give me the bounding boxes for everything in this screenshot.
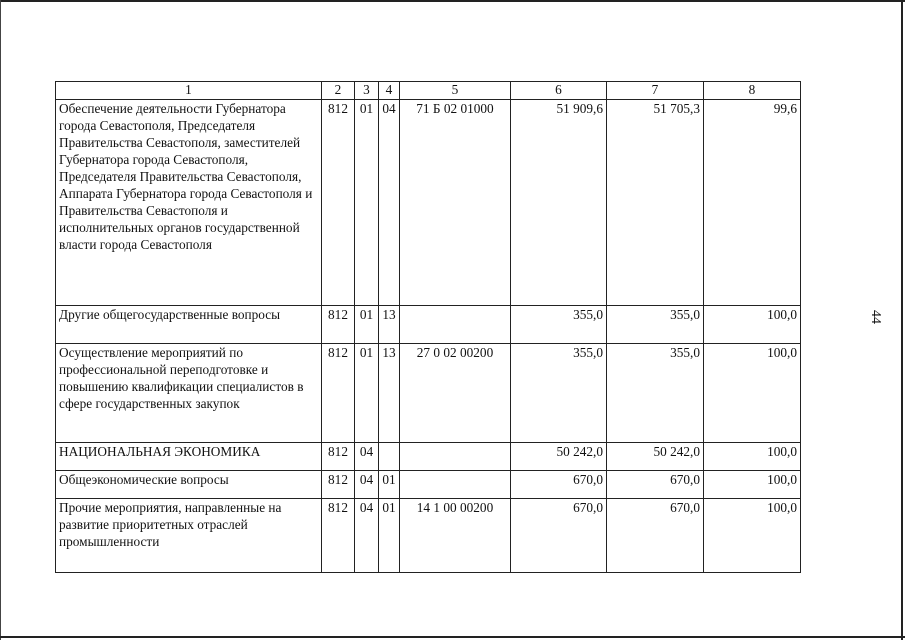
cell-col4: 13 (379, 306, 400, 344)
cell-col7: 355,0 (607, 306, 704, 344)
cell-col3: 01 (355, 344, 379, 443)
column-header: 1 (56, 82, 322, 100)
cell-col8: 100,0 (704, 499, 801, 573)
cell-col6: 670,0 (511, 471, 607, 499)
table-row (56, 499, 801, 573)
cell-col8: 99,6 (704, 100, 801, 306)
cell-col5: 71 Б 02 01000 (400, 100, 511, 306)
cell-col3: 04 (355, 471, 379, 499)
row-name: НАЦИОНАЛЬНАЯ ЭКОНОМИКА (56, 443, 322, 471)
table-row (56, 306, 801, 344)
cell-col3: 01 (355, 306, 379, 344)
row-name: Общеэкономические вопросы (56, 471, 322, 499)
table-row (56, 443, 801, 471)
table-row (56, 344, 801, 443)
cell-col7: 670,0 (607, 471, 704, 499)
cell-col2: 812 (322, 100, 355, 306)
cell-col6: 355,0 (511, 306, 607, 344)
row-name: Другие общегосударственные вопросы (56, 306, 322, 344)
cell-col4: 04 (379, 100, 400, 306)
cell-col4: 01 (379, 471, 400, 499)
column-header: 3 (355, 82, 379, 100)
scan-border-left (0, 0, 1, 640)
cell-col6: 51 909,6 (511, 100, 607, 306)
column-header: 2 (322, 82, 355, 100)
row-name: Обеспечение деятельности Губернатора города Севастополя, Председателя Правительства Севастополя, заместителей Губернатора города Севастополя, Председателя Правительства Севастополя, Аппарата Губернатора города Севастополя и Правительства Севастополя и исполнительных органов государственной власти города Севастополя (56, 100, 322, 306)
cell-col2: 812 (322, 306, 355, 344)
scan-border-bottom (0, 636, 905, 638)
cell-col7: 670,0 (607, 499, 704, 573)
table-row (56, 471, 801, 499)
cell-col3: 01 (355, 100, 379, 306)
column-header: 5 (400, 82, 511, 100)
cell-col8: 100,0 (704, 471, 801, 499)
cell-col6: 355,0 (511, 344, 607, 443)
cell-col5 (400, 306, 511, 344)
cell-col4 (379, 443, 400, 471)
cell-col5: 27 0 02 00200 (400, 344, 511, 443)
column-header: 7 (607, 82, 704, 100)
cell-col2: 812 (322, 471, 355, 499)
column-header: 8 (704, 82, 801, 100)
cell-col8: 100,0 (704, 344, 801, 443)
cell-col7: 355,0 (607, 344, 704, 443)
scan-border-top (0, 0, 905, 2)
page-number: 44 (868, 310, 883, 324)
cell-col8: 100,0 (704, 443, 801, 471)
row-name: Осуществление мероприятий по профессиональной переподготовке и повышению квалификации специалистов в сфере государственных закупок (56, 344, 322, 443)
cell-col4: 01 (379, 499, 400, 573)
cell-col7: 50 242,0 (607, 443, 704, 471)
cell-col8: 100,0 (704, 306, 801, 344)
column-header: 4 (379, 82, 400, 100)
cell-col5: 14 1 00 00200 (400, 499, 511, 573)
budget-table (55, 81, 801, 573)
cell-col2: 812 (322, 443, 355, 471)
scan-border-right (901, 0, 903, 640)
cell-col3: 04 (355, 499, 379, 573)
cell-col5 (400, 443, 511, 471)
cell-col2: 812 (322, 499, 355, 573)
table-row (56, 100, 801, 306)
cell-col6: 670,0 (511, 499, 607, 573)
cell-col6: 50 242,0 (511, 443, 607, 471)
cell-col4: 13 (379, 344, 400, 443)
column-header: 6 (511, 82, 607, 100)
cell-col5 (400, 471, 511, 499)
cell-col2: 812 (322, 344, 355, 443)
cell-col3: 04 (355, 443, 379, 471)
cell-col7: 51 705,3 (607, 100, 704, 306)
table-header-row (56, 82, 801, 100)
row-name: Прочие мероприятия, направленные на развитие приоритетных отраслей промышленности (56, 499, 322, 573)
